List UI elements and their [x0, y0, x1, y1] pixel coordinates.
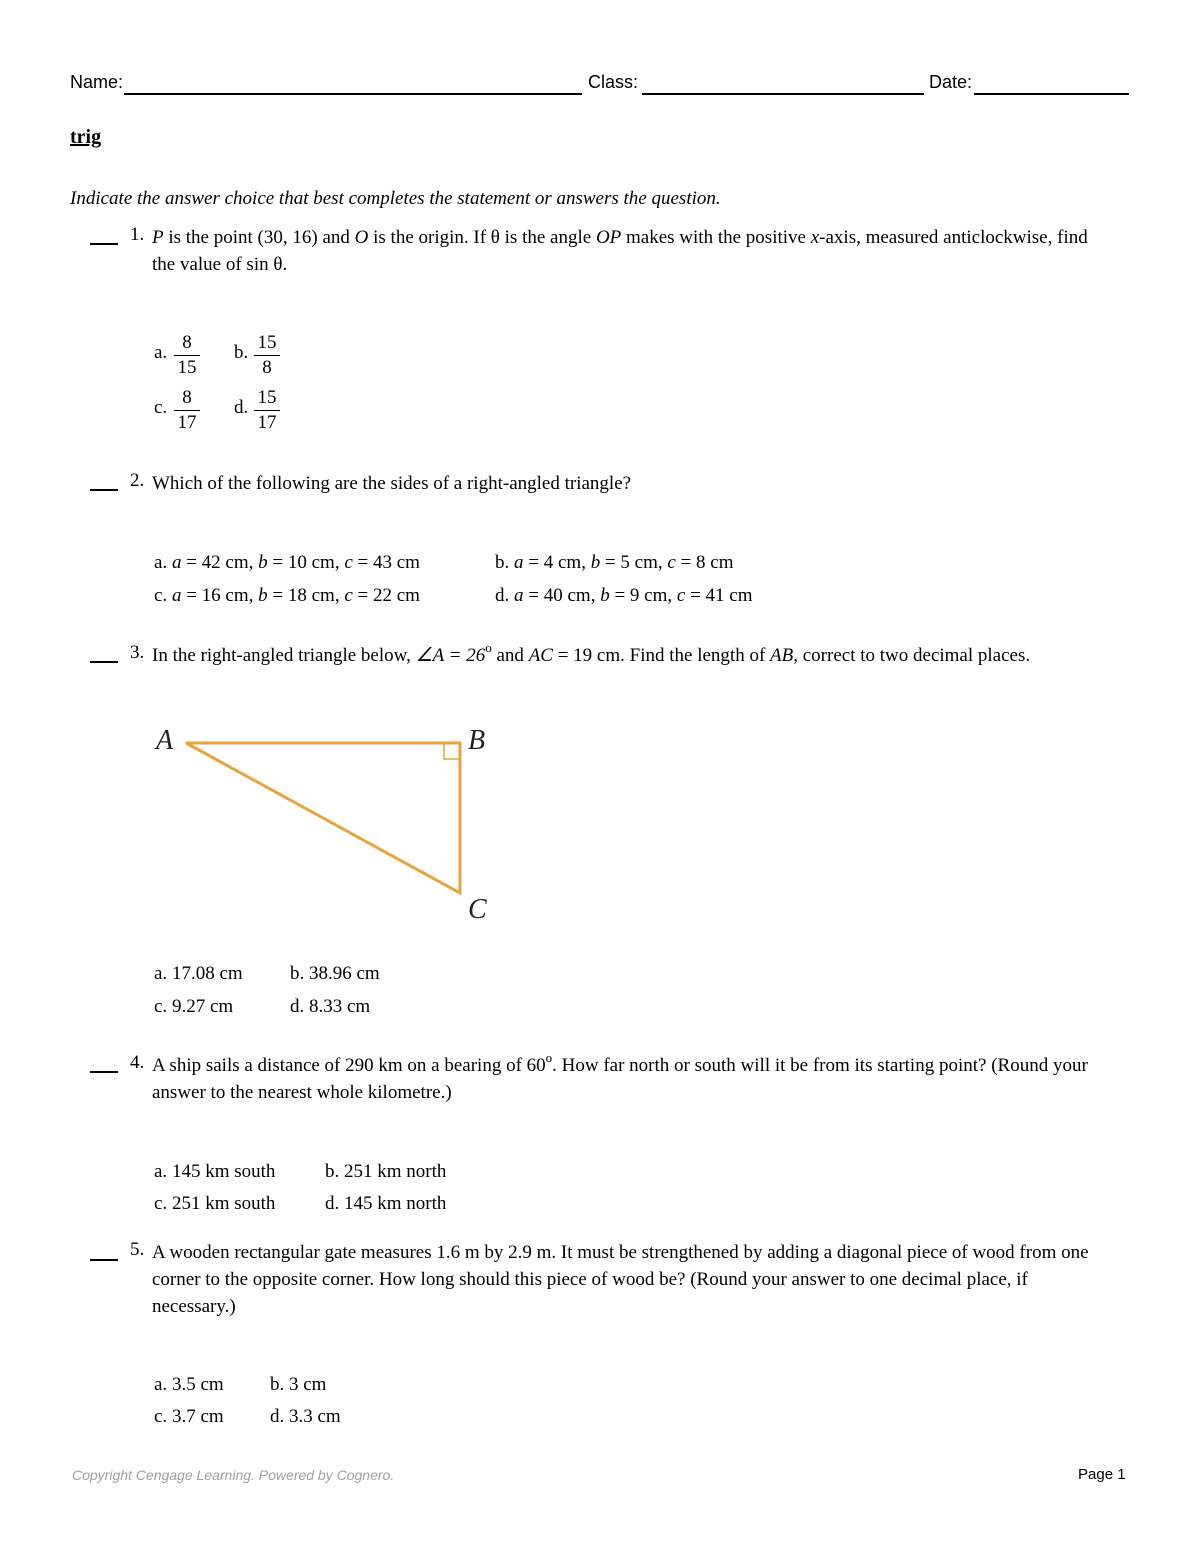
right-angle-marker	[444, 743, 460, 759]
option-letter: c.	[154, 397, 168, 418]
option[interactable]: a. 3.5 cm	[154, 1374, 224, 1395]
question-text-3: In the right-angled triangle below, ∠A = $26^o$ and AC = 19 cm. Find the length of AB, correct to two decimal places.	[152, 640, 1031, 666]
option[interactable]: c. 3.7 cm	[154, 1406, 224, 1427]
vertex-label-a: A	[156, 725, 174, 756]
question-text-2: Which of the following are the sides of a right-angled triangle?	[152, 473, 632, 494]
triangle-abc	[186, 743, 460, 893]
option-letter: a.	[154, 342, 168, 363]
question-number: 1.	[130, 224, 145, 245]
answer-blank-3[interactable]	[90, 661, 118, 663]
date-field[interactable]	[974, 93, 1129, 95]
page-number: Page 1	[1078, 1466, 1126, 1483]
answer-blank-4[interactable]	[90, 1071, 118, 1073]
option-fraction[interactable]: 8 17	[172, 387, 202, 434]
vertex-label-b: B	[468, 725, 486, 756]
answer-blank-2[interactable]	[90, 489, 118, 491]
option[interactable]: a. 145 km south	[154, 1161, 276, 1182]
option[interactable]: b. 3 cm	[270, 1374, 327, 1395]
option[interactable]: a. 17.08 cm	[154, 963, 243, 984]
option-fraction[interactable]: 8 15	[172, 332, 202, 379]
vertex-label-c: C	[468, 894, 487, 925]
option[interactable]: d. 3.3 cm	[270, 1406, 341, 1427]
question-number: 3.	[130, 642, 145, 663]
class-field[interactable]	[642, 93, 924, 95]
date-label: Date:	[929, 72, 973, 92]
option-letter: d.	[234, 397, 249, 418]
option[interactable]: c. a = 16 cm, b = 18 cm, c = 22 cm	[154, 585, 420, 606]
answer-blank-1[interactable]	[90, 243, 118, 245]
option[interactable]: d. 8.33 cm	[290, 996, 371, 1017]
question-text-4: A ship sails a distance of 290 km on a bearing of 60$^o$. How far north or south will it be from its starting point? (Round your answer to the nearest whole kilometre.)	[152, 1050, 1088, 1103]
option[interactable]: d. a = 40 cm, b = 9 cm, c = 41 cm	[495, 585, 753, 606]
answer-blank-5[interactable]	[90, 1259, 118, 1261]
name-field[interactable]	[124, 93, 582, 95]
option[interactable]: b. 38.96 cm	[290, 963, 380, 984]
class-label: Class:	[588, 72, 639, 92]
question-text-5: A wooden rectangular gate measures 1.6 m by 2.9 m. It must be strengthened by adding a diagonal piece of wood from one corner to the opposite corner. How long should this piece of wood be? (Round your answer to one decimal place, if necessary.)	[152, 1242, 1089, 1317]
name-label: Name:	[70, 72, 124, 92]
option[interactable]: b. 251 km north	[325, 1161, 447, 1182]
option[interactable]: c. 9.27 cm	[154, 996, 234, 1017]
question-number: 5.	[130, 1239, 145, 1260]
instructions: Indicate the answer choice that best completes the statement or answers the question.	[70, 188, 721, 209]
option[interactable]: a. a = 42 cm, b = 10 cm, c = 43 cm	[154, 552, 420, 573]
option[interactable]: b. a = 4 cm, b = 5 cm, c = 8 cm	[495, 552, 734, 573]
question-text-1: P is the point (30, 16) and O is the origin. If θ is the angle OP makes with the positive x-axis, measured anticlockwise, find the value of sin θ.	[152, 227, 1088, 275]
page-title: trig	[70, 126, 102, 148]
question-number: 4.	[130, 1052, 145, 1073]
option-letter: b.	[234, 342, 249, 363]
copyright-notice: Copyright Cengage Learning. Powered by Cognero.	[72, 1467, 395, 1483]
option-fraction[interactable]: 15 17	[252, 387, 282, 434]
option-fraction[interactable]: 15 8	[252, 332, 282, 379]
question-number: 2.	[130, 470, 145, 491]
triangle-diagram	[140, 715, 510, 930]
header	[0, 72, 1200, 98]
option[interactable]: d. 145 km north	[325, 1193, 447, 1214]
option[interactable]: c. 251 km south	[154, 1193, 276, 1214]
